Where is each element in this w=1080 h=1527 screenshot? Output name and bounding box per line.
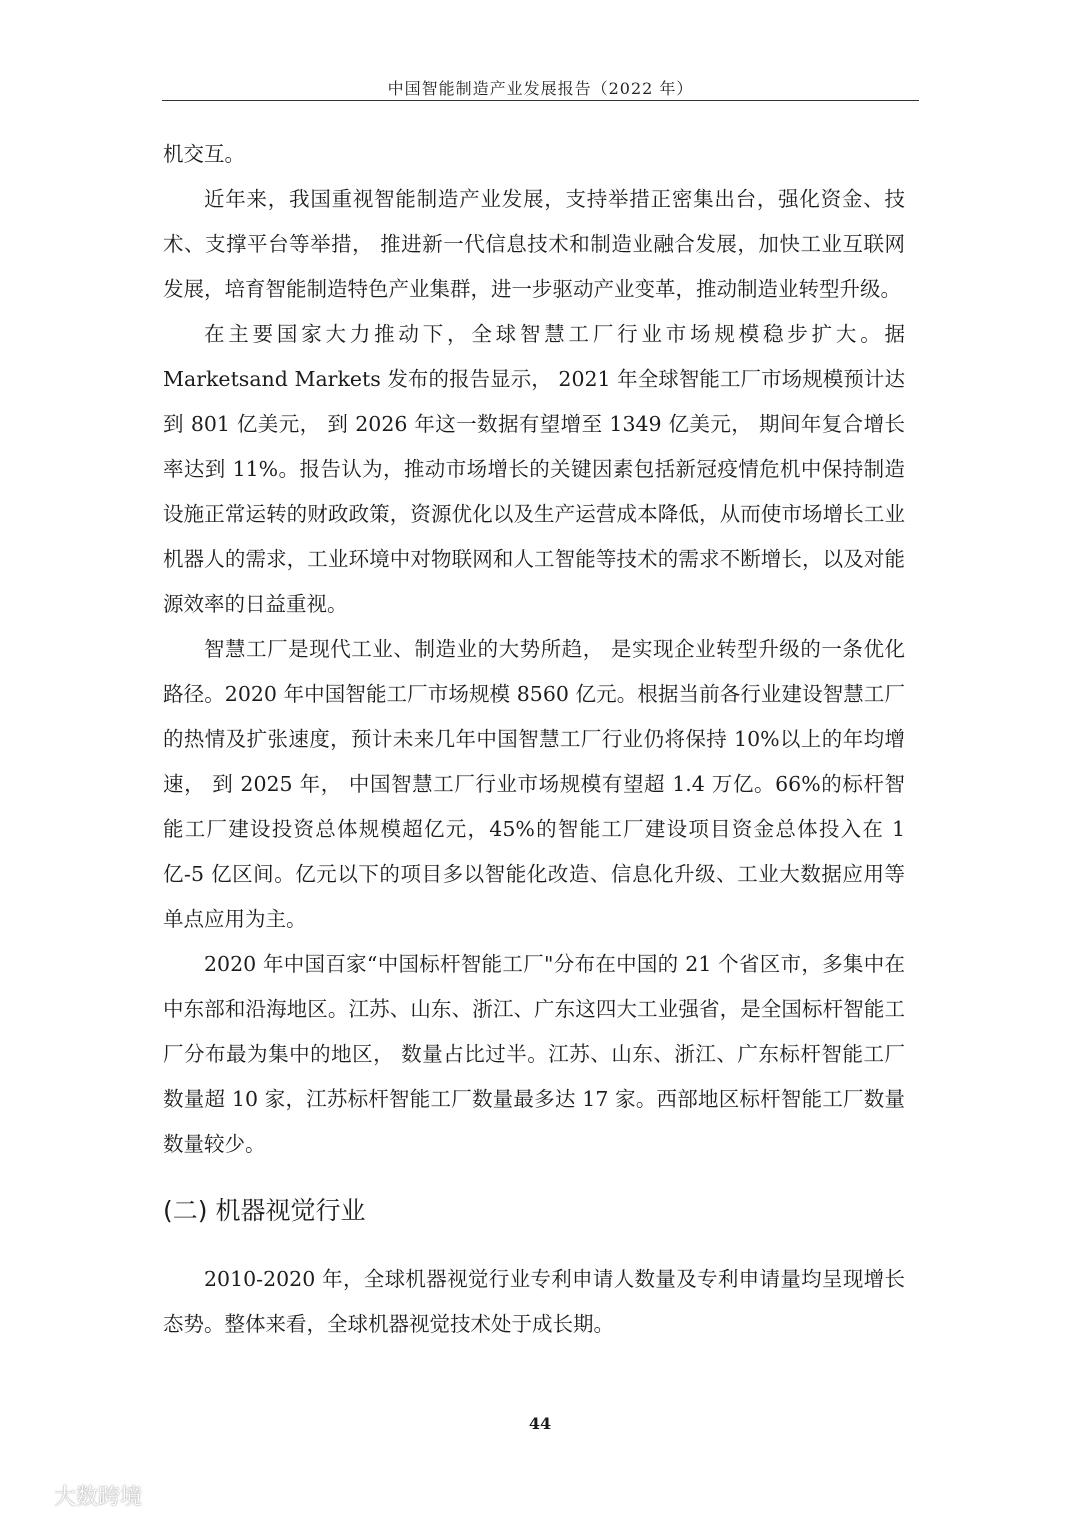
watermark-text: 大数跨境 <box>54 1485 143 1510</box>
paragraph-continuation: 机交互。 <box>163 142 245 166</box>
header-rule <box>162 100 919 101</box>
watermark <box>8 1480 142 1511</box>
body-text <box>163 132 905 1347</box>
paragraph-policy: 近年来，我国重视智能制造产业发展，支持举措正密集出台，强化资金、技术、支撑平台等举措， 推进新一代信息技术和制造业融合发展，加快工业互联网发展，培育智能制造特色产业集群，进一步驱动产业变革，推动制造业转型升级。 <box>163 187 905 301</box>
section-heading: (二) 机器视觉行业 <box>163 1196 366 1225</box>
paragraph-benchmark-factories: 2020 年中国百家“中国标杆智能工厂"分布在中国的 21 个省区市，多集中在中东部和沿海地区。江苏、山东、浙江、广东这四大工业强省，是全国标杆智能工厂分布最为集中的地区， 数量占比过半。江苏、山东、浙江、广东标杆智能工厂数量超 10 家，江苏标杆智能工厂数量最多达 17 家。西部地区标杆智能工厂数量数量较少。 <box>163 952 905 1156</box>
paragraph-china-market: 智慧工厂是现代工业、制造业的大势所趋， 是实现企业转型升级的一条优化路径。2020 年中国智能工厂市场规模 8560 亿元。根据当前各行业建设智慧工厂的热情及扩张速度，预计未来几年中国智慧工厂行业仍将保持 10%以上的年均增速， 到 2025 年， 中国智慧工厂行业市场规模有望超 1.4 万亿。66%的标杆智能工厂建设投资总体规模超亿元，45%的智能工厂建设项目资金总体投入在 1 亿-5 亿区间。亿元以下的项目多以智能化改造、信息化升级、工业大数据应用等单点应用为主。 <box>163 637 905 931</box>
page-number: 44 <box>528 1414 552 1433</box>
running-header: 中国智能制造产业发展报告（2022 年） <box>387 79 694 98</box>
paragraph-machine-vision: 2010-2020 年，全球机器视觉行业专利申请人数量及专利申请量均呈现增长态势。整体来看，全球机器视觉技术处于成长期。 <box>163 1267 905 1336</box>
paragraph-global-market: 在主要国家大力推动下，全球智慧工厂行业市场规模稳步扩大。据 Marketsand Markets 发布的报告显示， 2021 年全球智能工厂市场规模预计达到 801 亿美元， 到 2026 年这一数据有望增至 1349 亿美元， 期间年复合增长率达到 11%。报告认为，推动市场增长的关键因素包括新冠疫情危机中保持制造设施正常运转的财政政策，资源优化以及生产运营成本降低，从而使市场增长工业机器人的需求，工业环境中对物联网和人工智能等技术的需求不断增长，以及对能源效率的日益重视。 <box>163 322 905 616</box>
speech-bubble-logo-icon <box>8 1483 48 1509</box>
